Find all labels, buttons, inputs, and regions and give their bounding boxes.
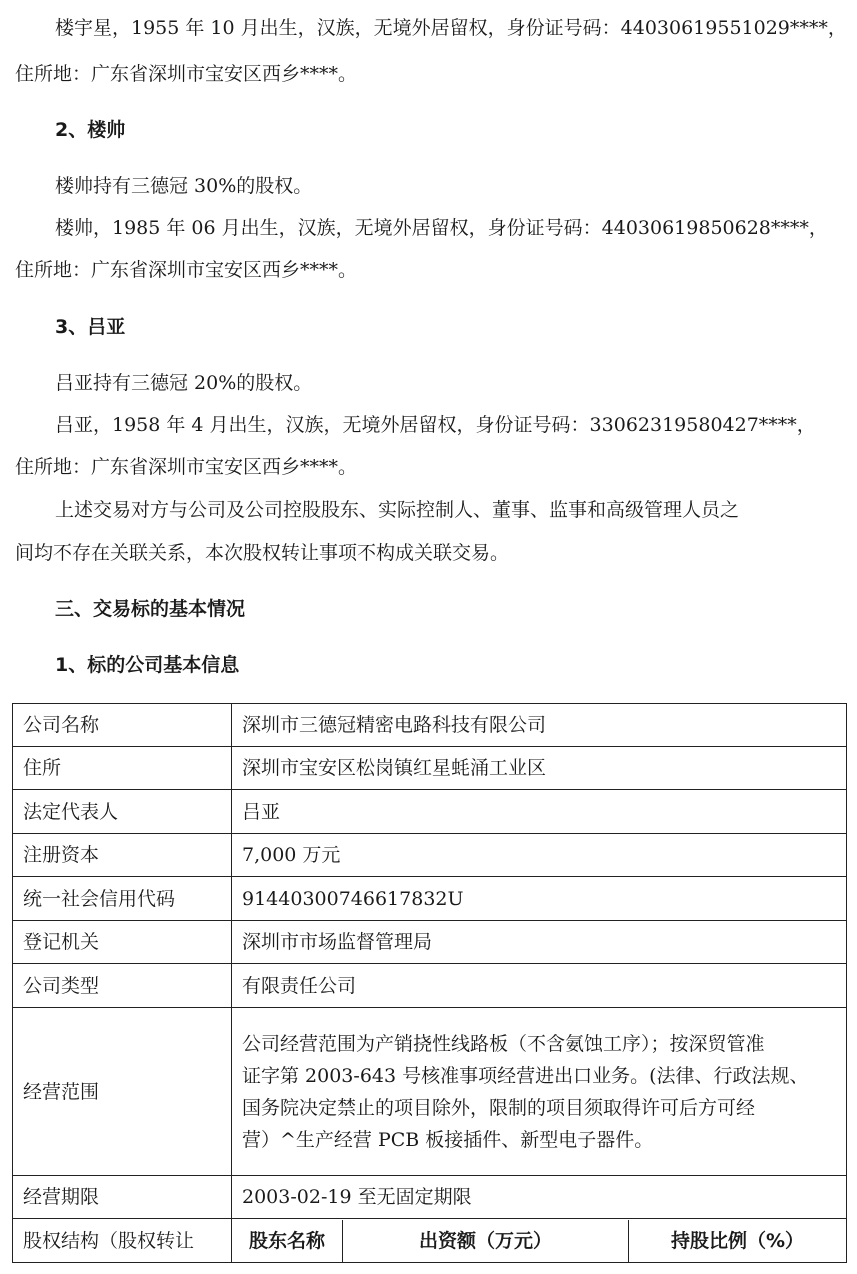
table-row xyxy=(13,790,847,834)
table-row xyxy=(13,877,847,921)
table-key: 住所 xyxy=(13,747,232,790)
person3-holding: 吕亚持有三德冠 20%的股权。 xyxy=(55,372,313,394)
table-value: 深圳市市场监督管理局 xyxy=(232,921,847,964)
statement-line1: 上述交易对方与公司及公司控股股东、实际控制人、董事、监事和高级管理人员之 xyxy=(55,499,740,521)
table-key: 登记机关 xyxy=(13,921,232,964)
person2-heading: 2、楼帅 xyxy=(55,119,126,141)
equity-header-ratio: 持股比例（%） xyxy=(629,1220,847,1262)
table-key-scope: 经营范围 xyxy=(13,1008,232,1176)
table-value: 深圳市宝安区松岗镇红星蚝涌工业区 xyxy=(232,747,847,790)
table-row-term xyxy=(13,1176,847,1219)
business-scope-line: 公司经营范围为产销挠性线路板（不含氨蚀工序）；按深贸管准 xyxy=(242,1032,765,1055)
statement-line2: 间均不存在关联关系，本次股权转让事项不构成关联交易。 xyxy=(15,542,510,564)
business-scope xyxy=(232,1008,847,1176)
section-heading: 三、交易标的基本情况 xyxy=(55,598,246,620)
person3-heading: 3、吕亚 xyxy=(55,316,126,338)
person2-bio-line2: 住所地：广东省深圳市宝安区西乡****。 xyxy=(15,259,358,281)
equity-header-table xyxy=(232,1220,846,1262)
table-row-scope xyxy=(13,1008,847,1176)
table-key: 公司类型 xyxy=(13,964,232,1008)
table-value: 91440300746617832U xyxy=(232,877,847,921)
person3-bio-line2: 住所地：广东省深圳市宝安区西乡****。 xyxy=(15,456,358,478)
table-row-equity xyxy=(13,1219,847,1263)
table-row xyxy=(13,747,847,790)
person3-bio-line1: 吕亚，1958 年 4 月出生，汉族，无境外居留权，身份证号码：33062319580427****， xyxy=(55,414,816,436)
business-scope-line: 国务院决定禁止的项目除外，限制的项目须取得许可后方可经 xyxy=(242,1096,756,1119)
table-key: 公司名称 xyxy=(13,704,232,747)
company-info-table xyxy=(12,703,847,1263)
business-term: 2003-02-19 至无固定期限 xyxy=(232,1176,847,1219)
table-value: 深圳市三德冠精密电路科技有限公司 xyxy=(232,704,847,747)
equity-header-shareholder: 股东名称 xyxy=(248,1229,325,1252)
person1-bio-line2: 住所地：广东省深圳市宝安区西乡****。 xyxy=(15,63,358,85)
table-value: 有限责任公司 xyxy=(232,964,847,1008)
table-row xyxy=(13,921,847,964)
equity-header-cell xyxy=(232,1219,847,1263)
table-key: 注册资本 xyxy=(13,834,232,877)
table-key: 法定代表人 xyxy=(13,790,232,834)
business-scope-line: 营）^生产经营 PCB 板接插件、新型电子器件。 xyxy=(242,1128,654,1151)
table-value: 7,000 万元 xyxy=(232,834,847,877)
subsection-heading: 1、标的公司基本信息 xyxy=(55,654,240,676)
person1-bio-line1: 楼宇星，1955 年 10 月出生，汉族，无境外居留权，身份证号码：44030619551029****， xyxy=(55,17,847,39)
table-key: 统一社会信用代码 xyxy=(13,877,232,921)
table-row xyxy=(13,834,847,877)
table-key-equity: 股权结构（股权转让 xyxy=(13,1219,232,1263)
table-key-term: 经营期限 xyxy=(13,1176,232,1219)
person2-holding: 楼帅持有三德冠 30%的股权。 xyxy=(55,175,313,197)
equity-header-capital: 出资额（万元） xyxy=(343,1220,629,1262)
table-row xyxy=(13,964,847,1008)
person2-bio-line1: 楼帅，1985 年 06 月出生，汉族，无境外居留权，身份证号码：44030619850628****， xyxy=(55,217,828,239)
table-row xyxy=(13,704,847,747)
table-value: 吕亚 xyxy=(232,790,847,834)
business-scope-line: 证字第 2003-643 号核准事项经营进出口业务。(法律、行政法规、 xyxy=(242,1064,809,1087)
